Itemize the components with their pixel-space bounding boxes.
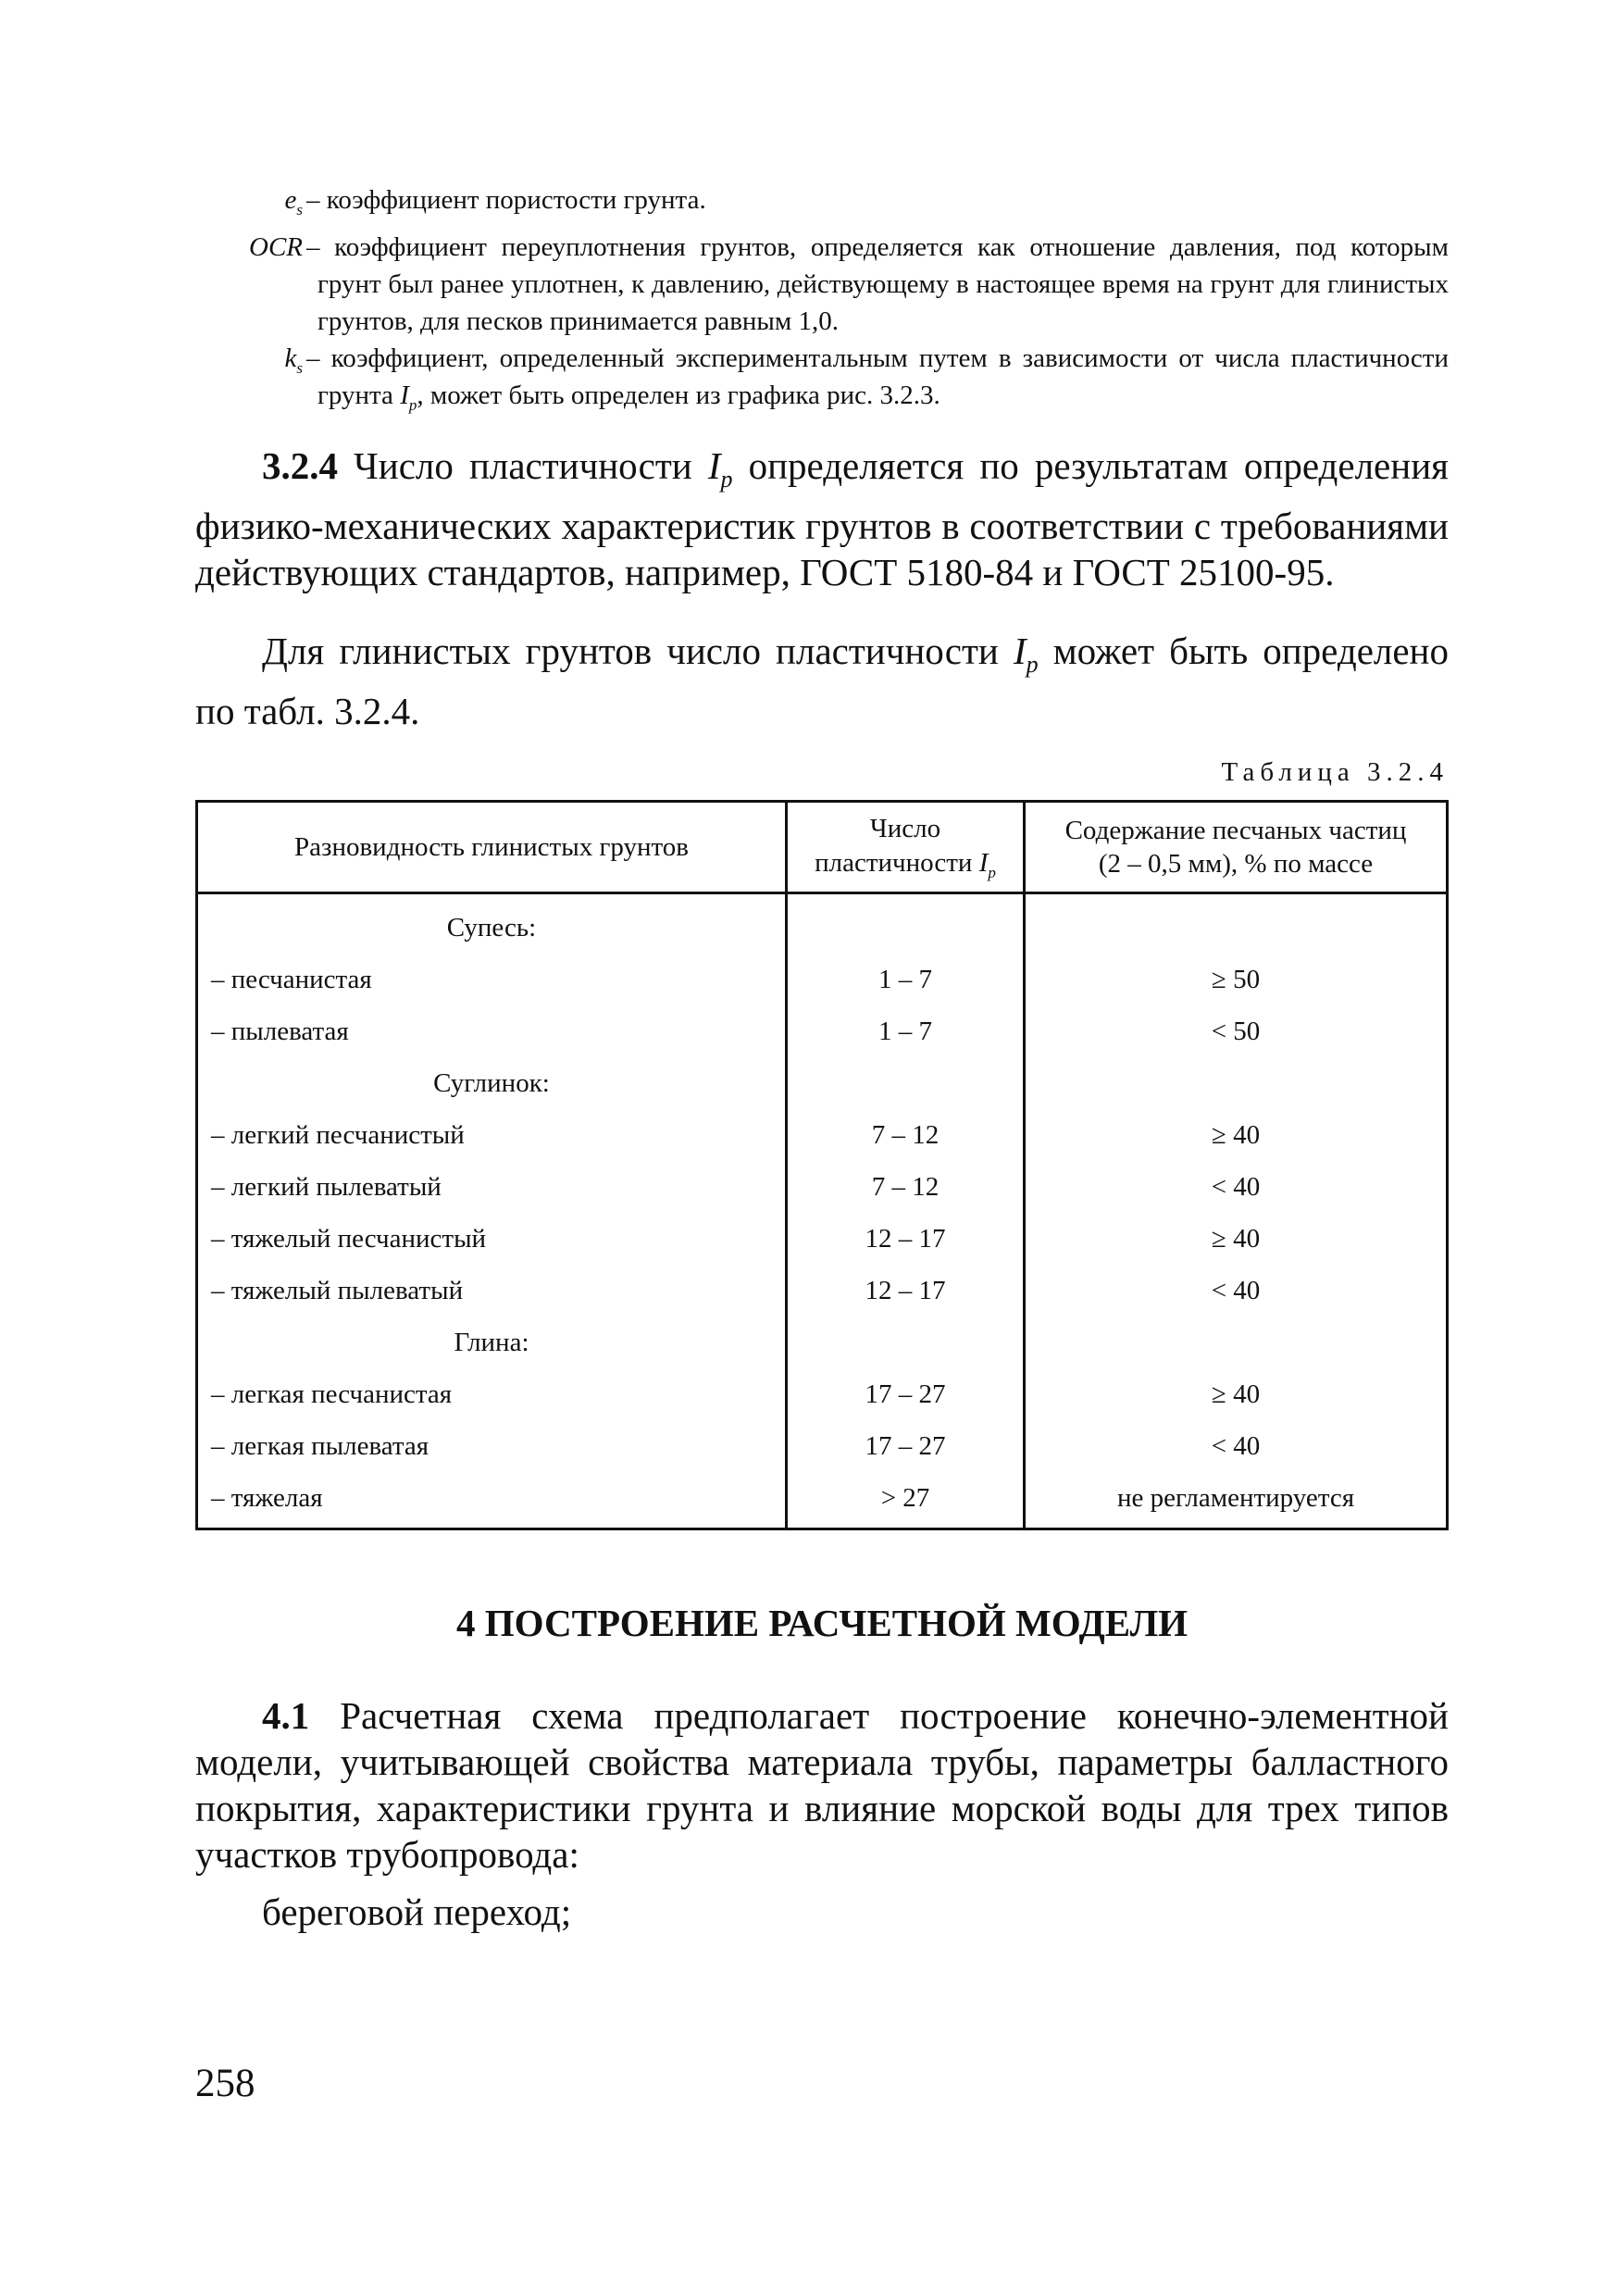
- soil-table: [195, 800, 1449, 1530]
- clay-paragraph: Для глинистых грунтов число пластичности $I_p$ может быть определено по табл. 3.2.4.: [195, 630, 1449, 733]
- table-row: [197, 1005, 1448, 1057]
- sand-content-cell: < 40: [1025, 1420, 1448, 1472]
- header-sand-content: Содержание песчаных частиц (2 – 0,5 мм), % по массе: [1025, 802, 1448, 893]
- section-heading: 4 ПОСТРОЕНИЕ РАСЧЕТНОЙ МОДЕЛИ: [455, 1602, 1189, 1644]
- definition-text: – коэффициент пористости грунта.: [306, 185, 706, 215]
- section-4-1-paragraph: 4.1 Расчетная схема предполагает построение конечно-элементной модели, учитывающей свойства материала трубы, параметры балластного покрытия, характеристики грунта и влияние морской воды для трех типов участков трубопровода:: [195, 1694, 1449, 1876]
- table-row: [197, 1109, 1448, 1161]
- soil-type-cell: – тяжелый пылеватый: [197, 1265, 787, 1316]
- table-body: [197, 893, 1448, 1529]
- table-header-row: [197, 802, 1448, 893]
- section-number: 3.2.4: [262, 444, 338, 487]
- plasticity-cell: [787, 893, 1025, 955]
- plasticity-cell: 17 – 27: [787, 1420, 1025, 1472]
- soil-type-cell: – легкая пылеватая: [197, 1420, 787, 1472]
- sand-content-cell: ≥ 40: [1025, 1368, 1448, 1420]
- plasticity-cell: 1 – 7: [787, 1005, 1025, 1057]
- definition-text: – коэффициент переуплотнения грунтов, определяется как отношение давления, под которым грунт был ранее уплотнен, к давлению, действующему в настоящее время на грунт для глинистых грунтов, для песков принимается равным 1,0.: [306, 231, 1449, 336]
- table-row: [197, 1213, 1448, 1265]
- section-number: 4.1: [262, 1694, 310, 1737]
- soil-type-cell: – легкий пылеватый: [197, 1161, 787, 1213]
- soil-type-cell: Супесь:: [197, 893, 787, 955]
- sand-content-cell: [1025, 893, 1448, 955]
- table-row: [197, 1161, 1448, 1213]
- plasticity-cell: 12 – 17: [787, 1265, 1025, 1316]
- plasticity-cell: 7 – 12: [787, 1109, 1025, 1161]
- page-number: 258: [195, 2062, 255, 2105]
- table-caption: Таблица 3.2.4: [1221, 757, 1449, 787]
- definition-symbol: $e_s$: [284, 185, 303, 218]
- plasticity-cell: [787, 1057, 1025, 1109]
- table-row: [197, 1368, 1448, 1420]
- soil-type-cell: Суглинок:: [197, 1057, 787, 1109]
- sand-content-cell: [1025, 1057, 1448, 1109]
- definition-es: [185, 181, 1449, 229]
- definition-text: – коэффициент, определенный экспериментальным путем в зависимости от числа пластичности грунта $I_p$, может быть определен из графика рис. 3.2.3.: [306, 343, 1449, 414]
- sand-content-cell: < 50: [1025, 1005, 1448, 1057]
- definition-ks: [185, 340, 1449, 424]
- plasticity-cell: 7 – 12: [787, 1161, 1025, 1213]
- table-row: [197, 1057, 1448, 1109]
- sand-content-cell: [1025, 1316, 1448, 1368]
- soil-type-cell: – тяжелый песчанистый: [197, 1213, 787, 1265]
- soil-type-cell: – тяжелая: [197, 1472, 787, 1529]
- definition-symbol: OCR: [249, 231, 303, 262]
- plasticity-cell: [787, 1316, 1025, 1368]
- header-plasticity: Число пластичности $I_p$: [787, 802, 1025, 893]
- sand-content-cell: < 40: [1025, 1265, 1448, 1316]
- definition-ocr: [185, 229, 1449, 340]
- plasticity-cell: 1 – 7: [787, 954, 1025, 1005]
- soil-type-cell: – пылеватая: [197, 1005, 787, 1057]
- soil-type-cell: – легкий песчанистый: [197, 1109, 787, 1161]
- section-3-2-4-paragraph: 3.2.4 Число пластичности $I_p$ определяется по результатам определения физико-механических характеристик грунтов в соответствии с требованиями действующих стандартов, например, ГОСТ 5180-84 и ГОСТ 25100-95.: [195, 444, 1449, 594]
- table-row: [197, 1420, 1448, 1472]
- plasticity-cell: > 27: [787, 1472, 1025, 1529]
- soil-type-cell: Глина:: [197, 1316, 787, 1368]
- table-row: [197, 1265, 1448, 1316]
- definitions-list: [185, 181, 1449, 424]
- plasticity-cell: 17 – 27: [787, 1368, 1025, 1420]
- sand-content-cell: ≥ 50: [1025, 954, 1448, 1005]
- soil-type-cell: – легкая песчанистая: [197, 1368, 787, 1420]
- sand-content-cell: < 40: [1025, 1161, 1448, 1213]
- table-row: [197, 893, 1448, 955]
- table-row: [197, 1472, 1448, 1529]
- plasticity-cell: 12 – 17: [787, 1213, 1025, 1265]
- sand-content-cell: не регламентируется: [1025, 1472, 1448, 1529]
- soil-type-cell: – песчанистая: [197, 954, 787, 1005]
- table-row: [197, 1316, 1448, 1368]
- sand-content-cell: ≥ 40: [1025, 1109, 1448, 1161]
- table-row: [197, 954, 1448, 1005]
- list-item: береговой переход;: [262, 1890, 572, 1933]
- definition-symbol: $k_s$: [284, 343, 303, 377]
- header-soil-type: Разновидность глинистых грунтов: [197, 802, 787, 893]
- sand-content-cell: ≥ 40: [1025, 1213, 1448, 1265]
